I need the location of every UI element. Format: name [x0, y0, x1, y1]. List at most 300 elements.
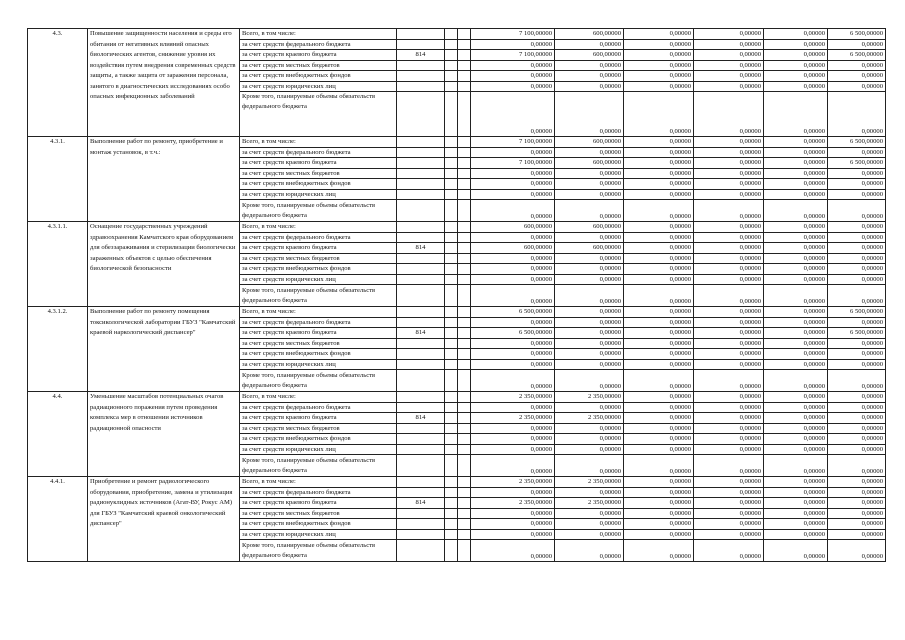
funding-source-label: за счет средств краевого бюджета — [240, 50, 397, 61]
budget-code: 814 — [397, 413, 445, 424]
funding-source-label: Кроме того, планируемые объемы обязательств федерального бюджета — [240, 455, 397, 477]
empty-cell — [445, 487, 458, 498]
empty-cell — [458, 498, 471, 509]
amount-cell: 0,00000 — [828, 338, 886, 349]
empty-cell — [458, 519, 471, 530]
amount-cell: 0,00000 — [694, 81, 764, 92]
empty-cell — [458, 529, 471, 540]
budget-code — [397, 253, 445, 264]
amount-cell: 0,00000 — [471, 285, 555, 307]
empty-cell — [458, 328, 471, 339]
amount-cell: 0,00000 — [471, 519, 555, 530]
amount-cell: 0,00000 — [828, 455, 886, 477]
amount-cell: 0,00000 — [694, 200, 764, 222]
amount-cell: 0,00000 — [624, 222, 694, 233]
amount-cell: 0,00000 — [764, 359, 828, 370]
funding-source-label: Всего, в том числе: — [240, 222, 397, 233]
empty-cell — [458, 179, 471, 190]
amount-cell: 0,00000 — [471, 39, 555, 50]
amount-cell: 0,00000 — [624, 307, 694, 318]
budget-code — [397, 508, 445, 519]
empty-cell — [445, 338, 458, 349]
amount-cell: 0,00000 — [555, 529, 624, 540]
funding-source-label: за счет средств местных бюджетов — [240, 253, 397, 264]
amount-cell: 0,00000 — [624, 29, 694, 40]
amount-cell: 0,00000 — [764, 253, 828, 264]
budget-code: 814 — [397, 50, 445, 61]
budget-code — [397, 179, 445, 190]
amount-cell: 0,00000 — [694, 413, 764, 424]
amount-cell: 0,00000 — [764, 29, 828, 40]
amount-cell: 0,00000 — [828, 487, 886, 498]
budget-code — [397, 200, 445, 222]
empty-cell — [445, 264, 458, 275]
empty-cell — [458, 508, 471, 519]
empty-cell — [458, 402, 471, 413]
amount-cell: 0,00000 — [471, 71, 555, 82]
amount-cell: 0,00000 — [694, 317, 764, 328]
budget-code: 814 — [397, 243, 445, 254]
amount-cell: 0,00000 — [828, 444, 886, 455]
amount-cell: 600,00000 — [555, 29, 624, 40]
amount-cell: 0,00000 — [828, 519, 886, 530]
empty-cell — [458, 200, 471, 222]
empty-cell — [458, 168, 471, 179]
amount-cell: 0,00000 — [694, 477, 764, 488]
amount-cell: 0,00000 — [828, 540, 886, 562]
amount-cell: 0,00000 — [694, 71, 764, 82]
amount-cell: 600,00000 — [555, 50, 624, 61]
budget-code — [397, 264, 445, 275]
amount-cell: 0,00000 — [694, 264, 764, 275]
activity-name: Выполнение работ по ремонту помещения токсикологической лаборатории ГБУЗ "Камчатский краевой наркологический диспансер" — [88, 307, 240, 392]
amount-cell: 0,00000 — [694, 39, 764, 50]
budget-code — [397, 402, 445, 413]
amount-cell: 6 500,00000 — [828, 328, 886, 339]
amount-cell: 2 350,00000 — [471, 413, 555, 424]
amount-cell: 0,00000 — [764, 189, 828, 200]
budget-table-body — [28, 29, 886, 562]
amount-cell: 0,00000 — [624, 60, 694, 71]
amount-cell: 0,00000 — [694, 137, 764, 148]
budget-code — [397, 423, 445, 434]
amount-cell: 0,00000 — [471, 168, 555, 179]
amount-cell: 0,00000 — [764, 498, 828, 509]
amount-cell: 0,00000 — [624, 477, 694, 488]
amount-cell: 2 350,00000 — [555, 498, 624, 509]
empty-cell — [445, 498, 458, 509]
amount-cell: 0,00000 — [624, 370, 694, 392]
amount-cell: 0,00000 — [764, 39, 828, 50]
amount-cell: 7 100,00000 — [471, 158, 555, 169]
empty-cell — [445, 81, 458, 92]
empty-cell — [458, 92, 471, 137]
empty-cell — [458, 29, 471, 40]
empty-cell — [445, 370, 458, 392]
budget-table — [27, 28, 886, 562]
budget-code — [397, 222, 445, 233]
empty-cell — [458, 423, 471, 434]
amount-cell: 0,00000 — [828, 60, 886, 71]
amount-cell: 0,00000 — [828, 232, 886, 243]
amount-cell: 0,00000 — [624, 264, 694, 275]
empty-cell — [445, 444, 458, 455]
amount-cell: 0,00000 — [471, 92, 555, 137]
empty-cell — [445, 39, 458, 50]
empty-cell — [458, 189, 471, 200]
funding-source-label: за счет средств юридических лиц — [240, 81, 397, 92]
amount-cell: 0,00000 — [694, 274, 764, 285]
row-index: 4.3.1.2. — [28, 307, 88, 392]
empty-cell — [445, 540, 458, 562]
amount-cell: 0,00000 — [764, 243, 828, 254]
empty-cell — [458, 274, 471, 285]
amount-cell: 0,00000 — [694, 519, 764, 530]
amount-cell: 0,00000 — [828, 413, 886, 424]
amount-cell: 0,00000 — [828, 434, 886, 445]
empty-cell — [445, 307, 458, 318]
amount-cell: 0,00000 — [555, 359, 624, 370]
funding-source-label: за счет средств федерального бюджета — [240, 39, 397, 50]
budget-code — [397, 29, 445, 40]
amount-cell: 0,00000 — [764, 274, 828, 285]
budget-code — [397, 338, 445, 349]
amount-cell: 600,00000 — [555, 243, 624, 254]
amount-cell: 0,00000 — [555, 328, 624, 339]
empty-cell — [458, 158, 471, 169]
funding-source-label: Всего, в том числе: — [240, 29, 397, 40]
budget-code — [397, 540, 445, 562]
amount-cell: 0,00000 — [624, 147, 694, 158]
amount-cell: 0,00000 — [471, 540, 555, 562]
amount-cell: 0,00000 — [471, 508, 555, 519]
amount-cell: 2 350,00000 — [555, 392, 624, 403]
empty-cell — [458, 359, 471, 370]
funding-source-label: за счет средств федерального бюджета — [240, 317, 397, 328]
empty-cell — [445, 92, 458, 137]
amount-cell: 0,00000 — [471, 434, 555, 445]
table-row — [28, 137, 886, 148]
row-index: 4.3.1.1. — [28, 222, 88, 307]
amount-cell: 0,00000 — [555, 444, 624, 455]
amount-cell: 0,00000 — [764, 137, 828, 148]
empty-cell — [458, 487, 471, 498]
amount-cell: 0,00000 — [624, 158, 694, 169]
amount-cell: 0,00000 — [828, 359, 886, 370]
amount-cell: 7 100,00000 — [471, 29, 555, 40]
row-index: 4.3. — [28, 29, 88, 137]
amount-cell: 0,00000 — [624, 413, 694, 424]
empty-cell — [445, 508, 458, 519]
amount-cell: 2 350,00000 — [471, 477, 555, 488]
funding-source-label: за счет средств федерального бюджета — [240, 232, 397, 243]
amount-cell: 6 500,00000 — [828, 307, 886, 318]
amount-cell: 0,00000 — [555, 179, 624, 190]
amount-cell: 0,00000 — [764, 60, 828, 71]
amount-cell: 0,00000 — [764, 370, 828, 392]
empty-cell — [458, 413, 471, 424]
amount-cell: 0,00000 — [471, 317, 555, 328]
empty-cell — [458, 222, 471, 233]
amount-cell: 0,00000 — [471, 444, 555, 455]
amount-cell: 0,00000 — [555, 92, 624, 137]
empty-cell — [445, 189, 458, 200]
amount-cell: 0,00000 — [471, 402, 555, 413]
funding-source-label: за счет средств краевого бюджета — [240, 413, 397, 424]
amount-cell: 0,00000 — [624, 519, 694, 530]
amount-cell: 0,00000 — [694, 529, 764, 540]
amount-cell: 0,00000 — [471, 60, 555, 71]
funding-source-label: за счет средств федерального бюджета — [240, 147, 397, 158]
empty-cell — [445, 243, 458, 254]
amount-cell: 0,00000 — [471, 423, 555, 434]
empty-cell — [458, 370, 471, 392]
amount-cell: 600,00000 — [555, 158, 624, 169]
amount-cell: 0,00000 — [555, 370, 624, 392]
amount-cell: 0,00000 — [471, 370, 555, 392]
amount-cell: 0,00000 — [828, 274, 886, 285]
empty-cell — [458, 137, 471, 148]
empty-cell — [445, 137, 458, 148]
amount-cell: 6 500,00000 — [471, 328, 555, 339]
amount-cell: 0,00000 — [555, 168, 624, 179]
amount-cell: 0,00000 — [694, 222, 764, 233]
funding-source-label: Всего, в том числе: — [240, 307, 397, 318]
amount-cell: 0,00000 — [471, 359, 555, 370]
amount-cell: 0,00000 — [828, 370, 886, 392]
budget-code — [397, 370, 445, 392]
amount-cell: 6 500,00000 — [828, 137, 886, 148]
amount-cell: 0,00000 — [764, 540, 828, 562]
amount-cell: 0,00000 — [764, 232, 828, 243]
budget-code — [397, 274, 445, 285]
amount-cell: 6 500,00000 — [828, 50, 886, 61]
amount-cell: 2 350,00000 — [471, 498, 555, 509]
budget-code — [397, 92, 445, 137]
amount-cell: 0,00000 — [624, 359, 694, 370]
amount-cell: 0,00000 — [471, 274, 555, 285]
empty-cell — [445, 60, 458, 71]
amount-cell: 0,00000 — [624, 328, 694, 339]
amount-cell: 0,00000 — [694, 168, 764, 179]
amount-cell: 0,00000 — [694, 370, 764, 392]
amount-cell: 0,00000 — [555, 71, 624, 82]
amount-cell: 0,00000 — [828, 317, 886, 328]
amount-cell: 7 100,00000 — [471, 137, 555, 148]
amount-cell: 0,00000 — [764, 349, 828, 360]
amount-cell: 0,00000 — [694, 50, 764, 61]
amount-cell: 2 350,00000 — [555, 477, 624, 488]
amount-cell: 0,00000 — [694, 253, 764, 264]
amount-cell: 0,00000 — [764, 434, 828, 445]
amount-cell: 0,00000 — [764, 264, 828, 275]
budget-code — [397, 285, 445, 307]
amount-cell: 0,00000 — [471, 81, 555, 92]
amount-cell: 0,00000 — [471, 189, 555, 200]
funding-source-label: за счет средств внебюджетных фондов — [240, 349, 397, 360]
funding-source-label: за счет средств юридических лиц — [240, 189, 397, 200]
funding-source-label: за счет средств местных бюджетов — [240, 508, 397, 519]
empty-cell — [445, 179, 458, 190]
amount-cell: 7 100,00000 — [471, 50, 555, 61]
table-row — [28, 477, 886, 488]
funding-source-label: за счет средств юридических лиц — [240, 274, 397, 285]
budget-code — [397, 519, 445, 530]
empty-cell — [458, 232, 471, 243]
amount-cell: 0,00000 — [624, 338, 694, 349]
empty-cell — [445, 253, 458, 264]
empty-cell — [458, 253, 471, 264]
amount-cell: 0,00000 — [764, 455, 828, 477]
amount-cell: 0,00000 — [624, 274, 694, 285]
empty-cell — [445, 328, 458, 339]
amount-cell: 0,00000 — [624, 402, 694, 413]
budget-code — [397, 444, 445, 455]
amount-cell: 0,00000 — [828, 349, 886, 360]
amount-cell: 0,00000 — [764, 519, 828, 530]
amount-cell: 0,00000 — [555, 200, 624, 222]
funding-source-label: за счет средств внебюджетных фондов — [240, 179, 397, 190]
amount-cell: 0,00000 — [828, 200, 886, 222]
amount-cell: 0,00000 — [694, 487, 764, 498]
amount-cell: 0,00000 — [764, 71, 828, 82]
budget-code — [397, 307, 445, 318]
amount-cell: 0,00000 — [764, 444, 828, 455]
amount-cell: 0,00000 — [471, 338, 555, 349]
empty-cell — [445, 232, 458, 243]
budget-code: 814 — [397, 498, 445, 509]
row-index: 4.4.1. — [28, 477, 88, 562]
amount-cell: 0,00000 — [694, 60, 764, 71]
amount-cell: 0,00000 — [624, 349, 694, 360]
funding-source-label: за счет средств краевого бюджета — [240, 498, 397, 509]
amount-cell: 0,00000 — [764, 529, 828, 540]
amount-cell: 0,00000 — [828, 189, 886, 200]
empty-cell — [458, 338, 471, 349]
amount-cell: 0,00000 — [764, 413, 828, 424]
amount-cell: 0,00000 — [555, 338, 624, 349]
amount-cell: 0,00000 — [694, 179, 764, 190]
amount-cell: 0,00000 — [624, 317, 694, 328]
empty-cell — [458, 317, 471, 328]
funding-source-label: за счет средств юридических лиц — [240, 359, 397, 370]
empty-cell — [445, 434, 458, 445]
amount-cell: 0,00000 — [624, 243, 694, 254]
budget-code — [397, 434, 445, 445]
empty-cell — [458, 60, 471, 71]
funding-source-label: за счет средств юридических лиц — [240, 529, 397, 540]
amount-cell: 0,00000 — [624, 434, 694, 445]
table-row — [28, 222, 886, 233]
amount-cell: 0,00000 — [828, 71, 886, 82]
budget-code — [397, 189, 445, 200]
amount-cell: 0,00000 — [828, 147, 886, 158]
funding-source-label: Кроме того, планируемые объемы обязательств федерального бюджета — [240, 540, 397, 562]
amount-cell: 0,00000 — [471, 487, 555, 498]
amount-cell: 0,00000 — [694, 423, 764, 434]
empty-cell — [445, 147, 458, 158]
amount-cell: 2 350,00000 — [555, 413, 624, 424]
amount-cell: 0,00000 — [624, 39, 694, 50]
amount-cell: 0,00000 — [764, 477, 828, 488]
empty-cell — [445, 274, 458, 285]
amount-cell: 0,00000 — [555, 81, 624, 92]
funding-source-label: за счет средств краевого бюджета — [240, 243, 397, 254]
budget-code — [397, 60, 445, 71]
amount-cell: 0,00000 — [471, 264, 555, 275]
amount-cell: 0,00000 — [555, 487, 624, 498]
funding-source-label: за счет средств внебюджетных фондов — [240, 264, 397, 275]
amount-cell: 0,00000 — [764, 487, 828, 498]
amount-cell: 0,00000 — [555, 508, 624, 519]
amount-cell: 600,00000 — [471, 222, 555, 233]
amount-cell: 0,00000 — [624, 92, 694, 137]
amount-cell: 0,00000 — [624, 455, 694, 477]
empty-cell — [458, 147, 471, 158]
row-index: 4.3.1. — [28, 137, 88, 222]
amount-cell: 0,00000 — [764, 81, 828, 92]
amount-cell: 0,00000 — [555, 519, 624, 530]
amount-cell: 0,00000 — [624, 540, 694, 562]
amount-cell: 600,00000 — [555, 137, 624, 148]
amount-cell: 0,00000 — [694, 392, 764, 403]
amount-cell: 0,00000 — [764, 50, 828, 61]
amount-cell: 0,00000 — [555, 455, 624, 477]
empty-cell — [458, 477, 471, 488]
amount-cell: 0,00000 — [764, 158, 828, 169]
budget-code — [397, 158, 445, 169]
amount-cell: 0,00000 — [828, 243, 886, 254]
funding-source-label: Всего, в том числе: — [240, 477, 397, 488]
amount-cell: 0,00000 — [764, 168, 828, 179]
empty-cell — [445, 413, 458, 424]
empty-cell — [458, 307, 471, 318]
amount-cell: 0,00000 — [555, 39, 624, 50]
budget-code — [397, 455, 445, 477]
activity-name: Выполнение работ по ремонту, приобретение и монтаж установок, в т.ч.: — [88, 137, 240, 222]
amount-cell: 0,00000 — [471, 179, 555, 190]
amount-cell: 0,00000 — [471, 349, 555, 360]
amount-cell: 6 500,00000 — [828, 29, 886, 40]
amount-cell: 0,00000 — [624, 71, 694, 82]
amount-cell: 0,00000 — [694, 158, 764, 169]
empty-cell — [445, 423, 458, 434]
amount-cell: 0,00000 — [624, 253, 694, 264]
empty-cell — [445, 222, 458, 233]
amount-cell: 0,00000 — [828, 264, 886, 275]
amount-cell: 0,00000 — [764, 328, 828, 339]
amount-cell: 0,00000 — [555, 285, 624, 307]
empty-cell — [458, 349, 471, 360]
amount-cell: 0,00000 — [764, 222, 828, 233]
empty-cell — [458, 243, 471, 254]
empty-cell — [445, 71, 458, 82]
amount-cell: 0,00000 — [471, 147, 555, 158]
budget-code — [397, 39, 445, 50]
amount-cell: 600,00000 — [555, 222, 624, 233]
budget-code — [397, 147, 445, 158]
budget-code — [397, 529, 445, 540]
amount-cell: 0,00000 — [555, 60, 624, 71]
amount-cell: 0,00000 — [624, 137, 694, 148]
activity-name: Приобретение и ремонт радиологического оборудования, приобретение, замена и утилизация радионуклидных источников (Агат-ВУ, Рокус АМ) для ГБУЗ "Камчатский краевой онкологический диспансер" — [88, 477, 240, 562]
amount-cell: 0,00000 — [828, 402, 886, 413]
empty-cell — [445, 50, 458, 61]
amount-cell: 0,00000 — [828, 477, 886, 488]
amount-cell: 0,00000 — [764, 307, 828, 318]
amount-cell: 0,00000 — [555, 147, 624, 158]
amount-cell: 0,00000 — [764, 200, 828, 222]
